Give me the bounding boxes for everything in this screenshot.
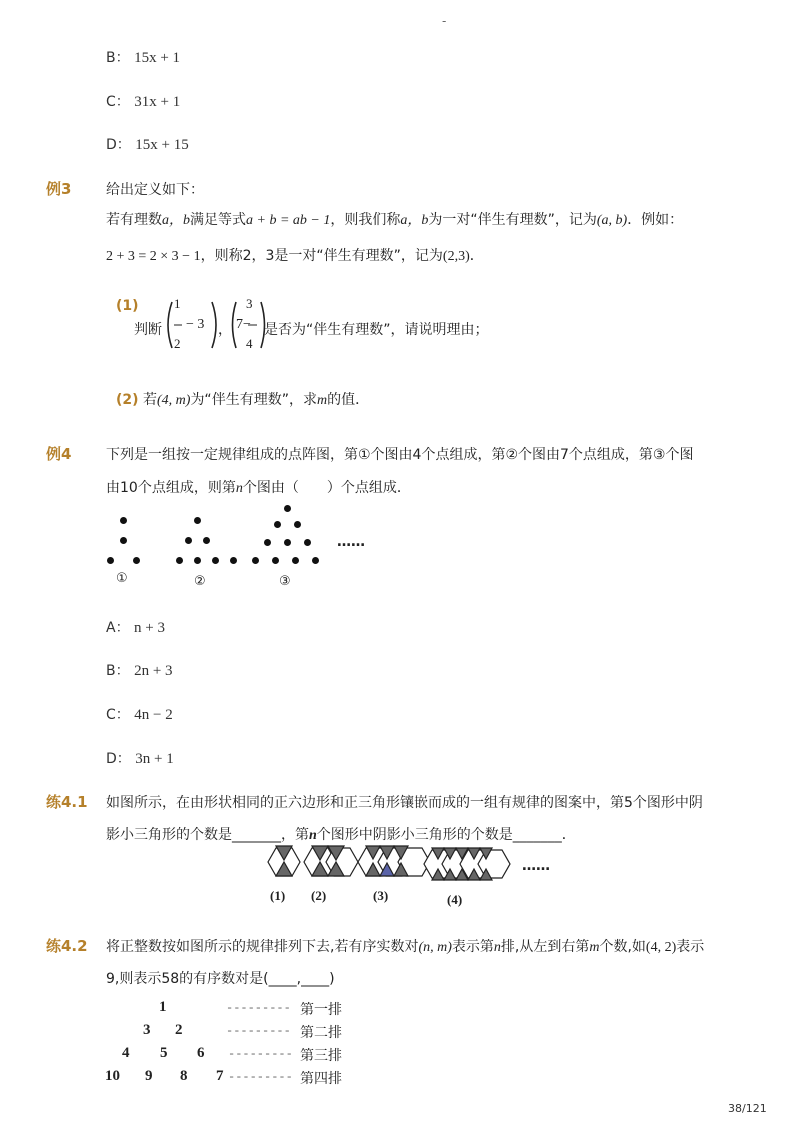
dot: [194, 557, 201, 564]
text: 满足等式: [190, 212, 246, 228]
header-mark: -: [442, 14, 447, 28]
dot: [304, 539, 311, 546]
row1-num: 1: [159, 999, 167, 1015]
option-key: B：: [106, 663, 130, 679]
text: 排,从左到右第: [500, 939, 590, 955]
page-number: 38/121: [728, 1102, 767, 1115]
text: ，则称2，3是一对“伴生有理数”，记为: [200, 248, 443, 264]
math-vars: a，b: [400, 213, 429, 228]
text: ，则我们称: [330, 212, 401, 228]
tessellation-fig-1: [268, 846, 300, 876]
row3-num: 6: [197, 1045, 205, 1061]
example-4-tag: 例4: [46, 445, 72, 463]
example-3-tag: 例3: [46, 180, 72, 198]
option-c[interactable]: [106, 91, 180, 111]
math-var: n: [309, 828, 317, 843]
text: 为一对“伴生有理数”，记为: [428, 212, 597, 228]
tessellation-fig-4: [424, 848, 510, 880]
fig-label-3: ③: [279, 574, 291, 589]
text: 的值．: [327, 392, 370, 408]
dot: [107, 557, 114, 564]
dot: [185, 537, 192, 544]
text: 影小三角形的个数是_______，第: [106, 827, 309, 843]
q1-frac1-num: 1: [174, 296, 181, 311]
math-pair: (a, b): [596, 213, 628, 228]
math-var: m: [589, 940, 600, 955]
dot: [194, 517, 201, 524]
tessellation-figures: [266, 842, 526, 888]
text: 为“伴生有理数”，求: [190, 392, 317, 408]
math-pair: (n, m): [418, 940, 452, 955]
option-key: C：: [106, 94, 130, 110]
right-paren: [212, 302, 216, 348]
row2-num: 3: [143, 1022, 151, 1038]
q2-line: [116, 389, 369, 409]
text: 个图形中阴影小三角形的个数是_______．: [316, 827, 576, 843]
row3-num: 4: [122, 1045, 130, 1061]
tessellation-fig-2: [304, 846, 358, 876]
dot: [133, 557, 140, 564]
q1-prefix: 判断: [134, 322, 162, 338]
text: ．: [469, 248, 484, 264]
math-var: n: [235, 481, 243, 496]
text: 表示第: [451, 939, 494, 955]
dot: [272, 557, 279, 564]
row4-num: 10: [105, 1068, 120, 1084]
dot: [252, 557, 259, 564]
option-a[interactable]: [106, 617, 165, 637]
dot: [120, 517, 127, 524]
fig-label-2: ②: [194, 574, 206, 589]
option-value: 4n − 2: [134, 707, 173, 723]
row-dashes: ---------: [228, 1070, 293, 1084]
dot: [312, 557, 319, 564]
p42-line1: [106, 936, 704, 956]
text: 个图由（ ）个点组成．: [242, 480, 411, 496]
q1-frac2-num: 3: [246, 296, 253, 311]
text: 由10个点组成，则第: [106, 480, 236, 496]
dot: [292, 557, 299, 564]
option-b[interactable]: [106, 660, 173, 680]
row-label-2: 第二排: [300, 1025, 342, 1041]
option-key: D：: [106, 751, 131, 767]
option-value: n + 3: [134, 620, 165, 636]
row4-num: 8: [180, 1068, 188, 1084]
row4-num: 7: [216, 1068, 224, 1084]
q1-suffix: 是否为“伴生有理数”，请说明理由；: [264, 322, 489, 338]
q2-label: (2): [116, 392, 139, 408]
row-label-1: 第一排: [300, 1002, 342, 1018]
p41-line1: 如图所示，在由形状相同的正六边形和正三角形镶嵌而成的一组有规律的图案中，第5个图形中阴: [106, 795, 703, 811]
q1-frac1-den: 2: [174, 336, 181, 351]
text: 若有理数: [106, 212, 162, 228]
dot: [274, 521, 281, 528]
left-paren: [168, 302, 172, 348]
fig-label-1: (1): [270, 888, 286, 903]
option-d[interactable]: [106, 134, 189, 154]
math-var: n: [493, 940, 501, 955]
option-value: 15x + 15: [135, 137, 189, 153]
option-value: 31x + 1: [134, 94, 181, 110]
math-var: m: [316, 393, 328, 408]
ex4-line2: [106, 477, 411, 497]
dot: [284, 539, 291, 546]
row-dashes: ---------: [226, 1001, 291, 1015]
option-d[interactable]: [106, 748, 174, 768]
text: 个数,如: [599, 939, 646, 955]
q1-pair1-rest: − 3: [186, 317, 205, 332]
option-value: 2n + 3: [134, 663, 173, 679]
fig-label-3: (3): [373, 888, 389, 903]
option-key: B：: [106, 50, 130, 66]
dot: [294, 521, 301, 528]
row4-num: 9: [145, 1068, 153, 1084]
fig-label-2: (2): [311, 888, 327, 903]
option-c[interactable]: [106, 704, 173, 724]
dot: [284, 505, 291, 512]
q1-frac2-den: 4: [246, 336, 253, 351]
dot: [120, 537, 127, 544]
dot: [203, 537, 210, 544]
math-pair: (4, m): [157, 393, 191, 408]
text: 表示: [676, 939, 705, 955]
math-pair: (2,3): [442, 249, 470, 264]
q1-label: (1): [116, 298, 139, 314]
row-label-4: 第四排: [300, 1071, 342, 1087]
dot: [212, 557, 219, 564]
text: 若: [143, 392, 157, 408]
ex3-definition-line2: [106, 245, 484, 265]
practice-4-2-tag: 练4.2: [46, 937, 88, 955]
practice-4-1-tag: 练4.1: [46, 793, 88, 811]
row-dashes: ---------: [228, 1047, 293, 1061]
p42-line2: 9,则表示58的有序数对是(____,____): [106, 971, 335, 987]
q1-pair2-mid: 7−: [236, 317, 251, 332]
ex3-intro: 给出定义如下：: [106, 182, 204, 198]
row-dashes: ---------: [226, 1024, 291, 1038]
ellipsis: ……: [522, 858, 550, 874]
option-b[interactable]: [106, 47, 180, 67]
option-key: C：: [106, 707, 130, 723]
text: 将正整数按如图所示的规律排列下去,若有序实数对: [106, 939, 419, 955]
math-equation: a + b = ab − 1: [246, 213, 331, 228]
dot: [176, 557, 183, 564]
option-value: 3n + 1: [135, 751, 174, 767]
row-label-3: 第三排: [300, 1048, 342, 1064]
fig-label-4: (4): [447, 892, 463, 907]
text: ．例如：: [627, 212, 684, 228]
row3-num: 5: [160, 1045, 168, 1061]
ex4-line1: 下列是一组按一定规律组成的点阵图，第①个图由4个点组成，第②个图由7个点组成，第③个图: [106, 447, 694, 463]
math-pair: (4, 2): [645, 940, 677, 955]
dot: [264, 539, 271, 546]
option-key: D：: [106, 137, 131, 153]
ex3-definition-line1: [106, 209, 683, 229]
math-equation: 2 + 3 = 2 × 3 − 1: [106, 249, 201, 264]
option-key: A：: [106, 620, 130, 636]
option-value: 15x + 1: [134, 50, 181, 66]
tessellation-fig-3: [358, 846, 430, 876]
dot: [230, 557, 237, 564]
q1-sep: ，: [218, 322, 232, 338]
ellipsis: ……: [337, 534, 365, 550]
math-vars: a，b: [162, 213, 190, 228]
row2-num: 2: [175, 1022, 183, 1038]
p41-line2: [106, 824, 576, 844]
fig-label-1: ①: [116, 571, 128, 586]
